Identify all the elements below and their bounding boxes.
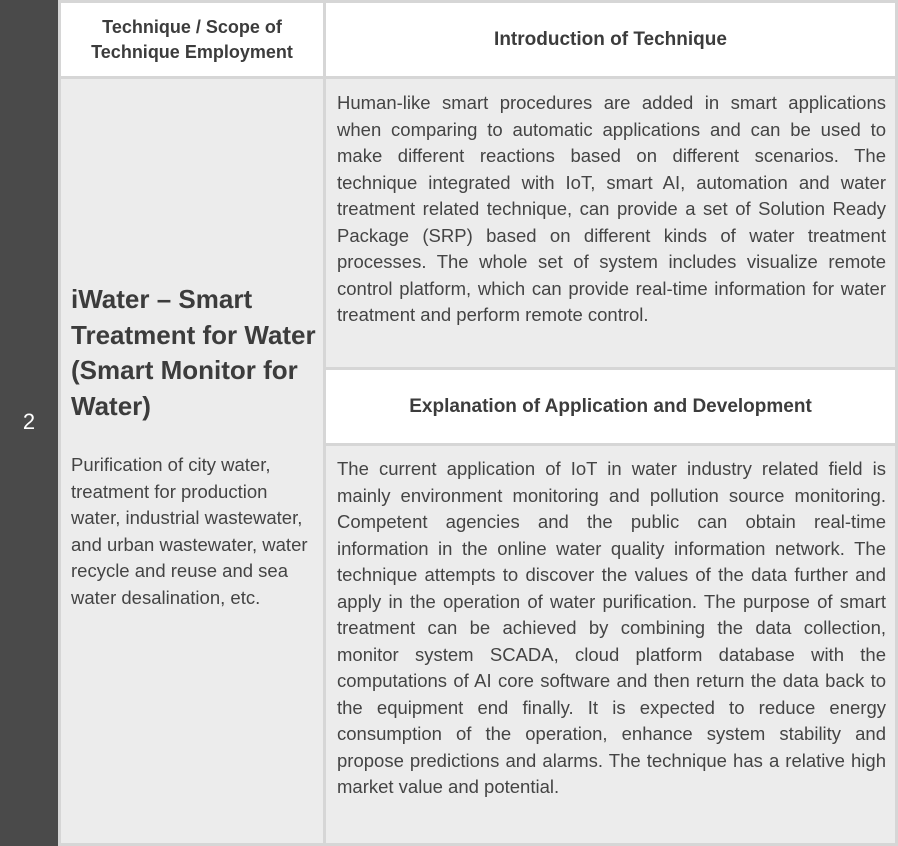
technique-name: iWater – Smart Treatment for Water (Smart Monitor for Water) [71,284,316,421]
introduction-text: Human-like smart procedures are added in smart applications when comparing to automatic applications and can be used to make different reactions based on different scenarios. The technique integrated with IoT, smart AI, automation and water treatment related technique, can provide a set of Solution Ready Package (SRP) based on different kinds of water treatment processes. The whole set of system includes visualize remote control platform, which can provide real-time information for water treatment and perform remote control. [337,92,886,325]
explanation-text: The current application of IoT in water industry related field is mainly environment monitoring and pollution source monitoring. Competent agencies and the public can obtain real-time information in the online water quality information network. The technique attempts to discover the values of the data further and apply in the operation of water purification. The purpose of smart treatment can be achieved by combining the data collection, monitor system SCADA, cloud platform database with the computations of AI core software and then return the data back to the equipment end finally. It is expected to reduce energy consumption of the operation, enhance system stability and propose predictions and alarms. The technique has a relative high market value and potential. [337,458,886,797]
explanation-cell [326,446,895,843]
introduction-cell [326,79,895,367]
header-explanation: Explanation of Application and Development [326,370,895,443]
technique-scope: Purification of city water, treatment for production water, industrial wastewater, and urban wastewater, water recycle and reuse and sea water desalination, etc. [71,454,308,608]
row-number-bar [0,0,58,846]
row-number: 2 [22,409,36,434]
header-technique-scope: Technique / Scope of Technique Employment [61,3,323,76]
header-introduction: Introduction of Technique [326,3,895,76]
technique-table [58,0,898,846]
technique-cell [61,79,323,843]
